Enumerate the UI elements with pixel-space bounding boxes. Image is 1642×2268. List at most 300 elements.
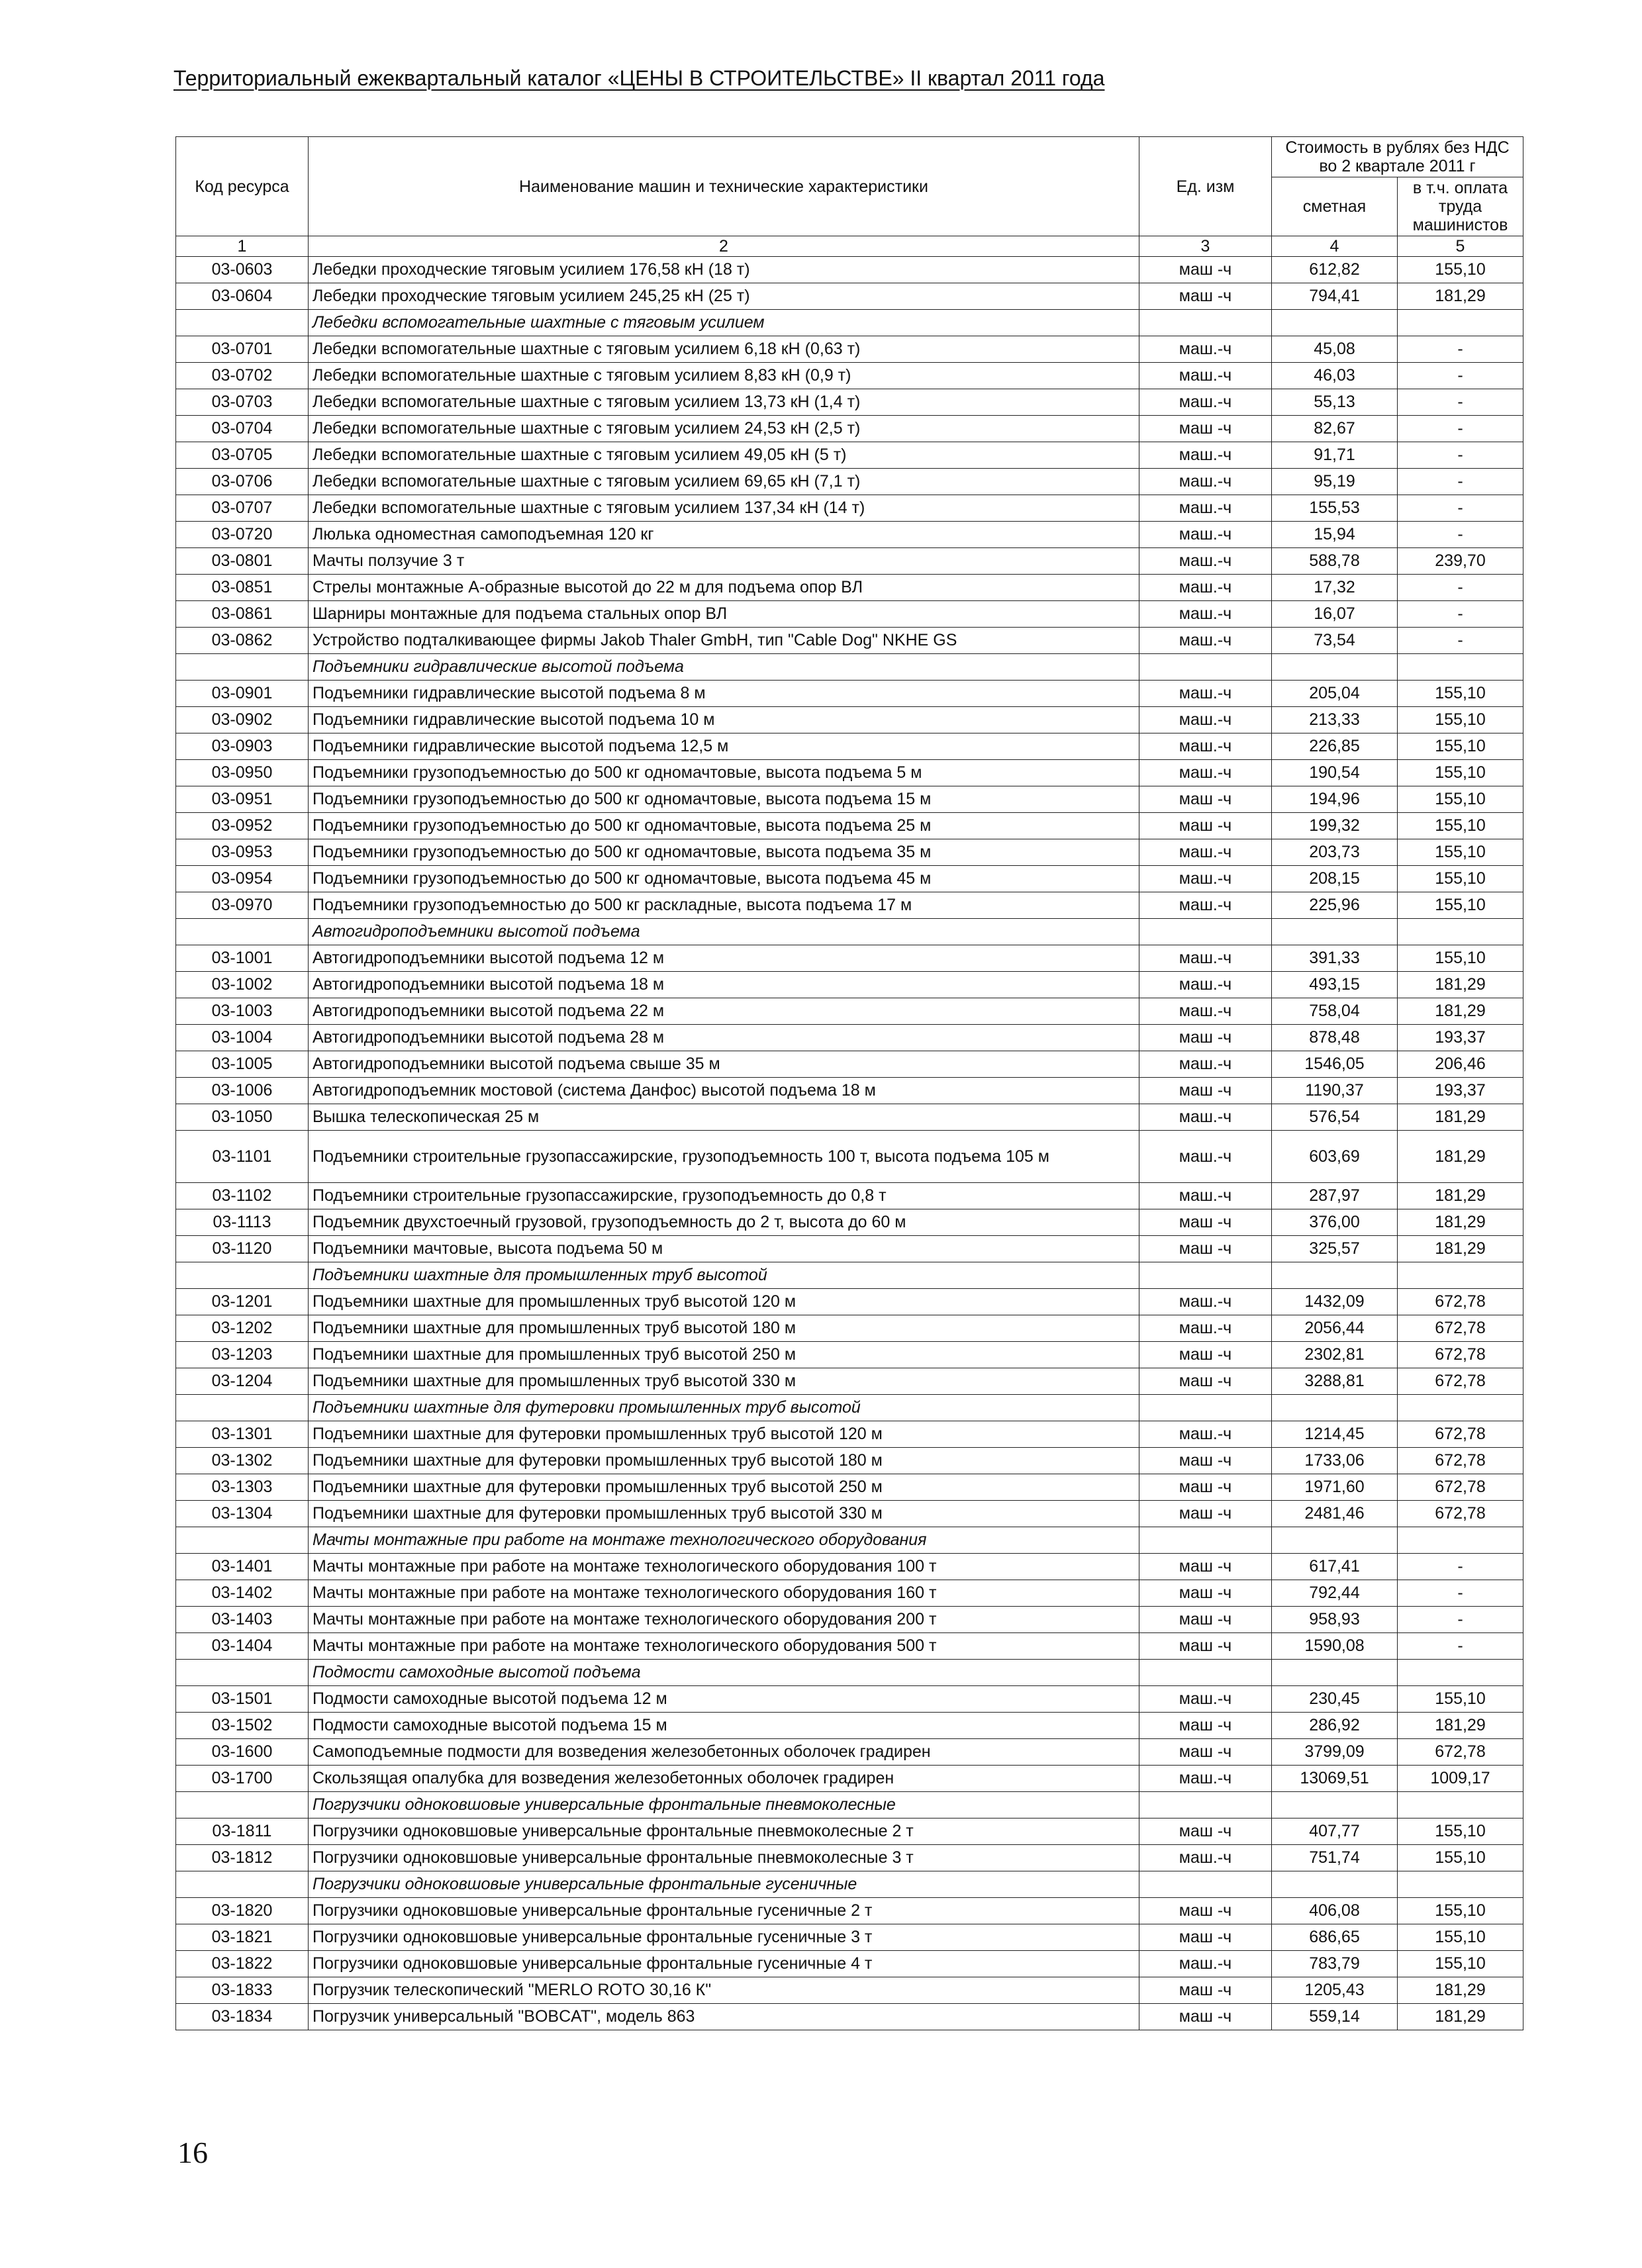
operator-wage-cell: 155,10 — [1398, 733, 1523, 760]
estimate-cost-cell: 612,82 — [1272, 257, 1398, 283]
estimate-cost-cell: 406,08 — [1272, 1898, 1398, 1924]
unit-cell: маш.-ч — [1139, 575, 1272, 601]
table-row — [176, 1474, 1523, 1501]
operator-wage-cell: - — [1398, 1607, 1523, 1633]
machine-name-cell: Подъемники шахтные для футеровки промышленных труб высотой 180 м — [309, 1448, 1139, 1474]
machine-name-cell: Погрузчики одноковшовые универсальные фронтальные гусеничные 4 т — [309, 1951, 1139, 1977]
operator-wage-cell: - — [1398, 1580, 1523, 1607]
resource-code-cell: 03-1833 — [176, 1977, 309, 2004]
table-row — [176, 1131, 1523, 1183]
operator-wage-cell: 672,78 — [1398, 1315, 1523, 1342]
section-row — [176, 919, 1523, 945]
resource-code-cell: 03-1204 — [176, 1368, 309, 1395]
machine-name-cell: Подъемники строительные грузопассажирские, грузоподъемность 100 т, высота подъема 105 м — [309, 1131, 1139, 1183]
unit-cell: маш.-ч — [1139, 469, 1272, 495]
table-row — [176, 866, 1523, 892]
resource-code-cell: 03-1822 — [176, 1951, 309, 1977]
estimate-cost-cell: 46,03 — [1272, 363, 1398, 389]
machine-name-cell: Лебедки вспомогательные шахтные с тяговым усилием 69,65 кН (7,1 т) — [309, 469, 1139, 495]
machine-name-cell: Погрузчик универсальный "BOBCAT", модель 863 — [309, 2004, 1139, 2030]
machine-name-cell: Подъемники грузоподъемностью до 500 кг одномачтовые, высота подъема 35 м — [309, 839, 1139, 866]
estimate-cost-cell: 783,79 — [1272, 1951, 1398, 1977]
unit-cell: маш -ч — [1139, 1025, 1272, 1051]
resource-code-cell: 03-0706 — [176, 469, 309, 495]
machine-name-cell: Автогидроподъемник мостовой (система Данфос) высотой подъема 18 м — [309, 1078, 1139, 1104]
unit-cell: маш.-ч — [1139, 1845, 1272, 1871]
table-row — [176, 892, 1523, 919]
estimate-cost-cell: 588,78 — [1272, 548, 1398, 575]
table-row — [176, 1368, 1523, 1395]
unit-cell: маш -ч — [1139, 257, 1272, 283]
estimate-cost-cell — [1272, 1262, 1398, 1289]
table-row — [176, 1819, 1523, 1845]
estimate-cost-cell: 190,54 — [1272, 760, 1398, 786]
machine-name-cell: Подъемники гидравлические высотой подъема — [309, 654, 1139, 681]
table-row — [176, 442, 1523, 469]
estimate-cost-cell: 16,07 — [1272, 601, 1398, 628]
resource-code-cell — [176, 1660, 309, 1686]
resource-code-cell: 03-0707 — [176, 495, 309, 522]
table-row — [176, 548, 1523, 575]
resource-code-cell: 03-0903 — [176, 733, 309, 760]
resource-code-cell: 03-1101 — [176, 1131, 309, 1183]
estimate-cost-cell: 1432,09 — [1272, 1289, 1398, 1315]
operator-wage-cell: - — [1398, 522, 1523, 548]
operator-wage-cell: 181,29 — [1398, 998, 1523, 1025]
resource-code-cell: 03-1003 — [176, 998, 309, 1025]
machine-name-cell: Автогидроподъемники высотой подъема 22 м — [309, 998, 1139, 1025]
unit-cell: маш -ч — [1139, 1209, 1272, 1236]
resource-code-cell: 03-1002 — [176, 972, 309, 998]
estimate-cost-cell: 15,94 — [1272, 522, 1398, 548]
table-row — [176, 1342, 1523, 1368]
resource-code-cell: 03-1301 — [176, 1421, 309, 1448]
operator-wage-cell: - — [1398, 1633, 1523, 1660]
operator-wage-cell: 181,29 — [1398, 1183, 1523, 1209]
table-row — [176, 1078, 1523, 1104]
estimate-cost-cell: 230,45 — [1272, 1686, 1398, 1713]
table-row — [176, 1448, 1523, 1474]
table-row — [176, 1289, 1523, 1315]
unit-cell — [1139, 1871, 1272, 1898]
operator-wage-cell: 1009,17 — [1398, 1766, 1523, 1792]
machine-name-cell: Самоподъемные подмости для возведения железобетонных оболочек градирен — [309, 1739, 1139, 1766]
unit-cell: маш.-ч — [1139, 522, 1272, 548]
operator-wage-cell — [1398, 1262, 1523, 1289]
unit-cell: маш -ч — [1139, 1633, 1272, 1660]
column-number: 4 — [1272, 236, 1398, 257]
estimate-cost-cell: 208,15 — [1272, 866, 1398, 892]
resource-code-cell: 03-1006 — [176, 1078, 309, 1104]
unit-cell — [1139, 1527, 1272, 1554]
estimate-cost-cell: 155,53 — [1272, 495, 1398, 522]
estimate-cost-cell: 559,14 — [1272, 2004, 1398, 2030]
machine-name-cell: Скользящая опалубка для возведения железобетонных оболочек градирен — [309, 1766, 1139, 1792]
header-code: Код ресурса — [176, 137, 309, 236]
section-row — [176, 1262, 1523, 1289]
operator-wage-cell: 672,78 — [1398, 1421, 1523, 1448]
operator-wage-cell: 155,10 — [1398, 1951, 1523, 1977]
resource-code-cell: 03-1403 — [176, 1607, 309, 1633]
resource-code-cell: 03-0704 — [176, 416, 309, 442]
unit-cell: маш -ч — [1139, 1819, 1272, 1845]
unit-cell — [1139, 310, 1272, 336]
resource-code-cell — [176, 1871, 309, 1898]
estimate-cost-cell — [1272, 1660, 1398, 1686]
machine-name-cell: Мачты монтажные при работе на монтаже технологического оборудования — [309, 1527, 1139, 1554]
machine-name-cell: Автогидроподъемники высотой подъема — [309, 919, 1139, 945]
unit-cell — [1139, 1660, 1272, 1686]
operator-wage-cell: - — [1398, 416, 1523, 442]
estimate-cost-cell: 13069,51 — [1272, 1766, 1398, 1792]
table-row — [176, 1633, 1523, 1660]
machine-name-cell: Подъемники гидравлические высотой подъема 10 м — [309, 707, 1139, 733]
operator-wage-cell: 672,78 — [1398, 1289, 1523, 1315]
estimate-cost-cell: 199,32 — [1272, 813, 1398, 839]
column-number: 1 — [176, 236, 309, 257]
operator-wage-cell: - — [1398, 336, 1523, 363]
operator-wage-cell: 155,10 — [1398, 760, 1523, 786]
estimate-cost-cell: 2056,44 — [1272, 1315, 1398, 1342]
operator-wage-cell: 155,10 — [1398, 707, 1523, 733]
page-number: 16 — [177, 2136, 208, 2169]
table-row — [176, 1025, 1523, 1051]
section-row — [176, 310, 1523, 336]
estimate-cost-cell: 95,19 — [1272, 469, 1398, 495]
operator-wage-cell — [1398, 1871, 1523, 1898]
table-row — [176, 1209, 1523, 1236]
machine-name-cell: Подъемники шахтные для промышленных труб высотой 120 м — [309, 1289, 1139, 1315]
resource-code-cell: 03-1821 — [176, 1924, 309, 1951]
machine-name-cell: Погрузчик телескопический "MERLO ROTO 30,16 К" — [309, 1977, 1139, 2004]
estimate-cost-cell: 958,93 — [1272, 1607, 1398, 1633]
unit-cell: маш -ч — [1139, 1474, 1272, 1501]
table-row — [176, 1315, 1523, 1342]
estimate-cost-cell: 758,04 — [1272, 998, 1398, 1025]
resource-code-cell: 03-0953 — [176, 839, 309, 866]
operator-wage-cell: 193,37 — [1398, 1025, 1523, 1051]
unit-cell: маш.-ч — [1139, 1183, 1272, 1209]
unit-cell: маш -ч — [1139, 786, 1272, 813]
resource-code-cell: 03-1303 — [176, 1474, 309, 1501]
estimate-cost-cell: 686,65 — [1272, 1924, 1398, 1951]
unit-cell: маш -ч — [1139, 1924, 1272, 1951]
operator-wage-cell — [1398, 1660, 1523, 1686]
unit-cell: маш.-ч — [1139, 839, 1272, 866]
unit-cell: маш.-ч — [1139, 1951, 1272, 1977]
machine-name-cell: Лебедки вспомогательные шахтные с тяговым усилием 13,73 кН (1,4 т) — [309, 389, 1139, 416]
resource-code-cell — [176, 310, 309, 336]
table-row — [176, 813, 1523, 839]
operator-wage-cell — [1398, 654, 1523, 681]
machine-name-cell: Подъемники шахтные для футеровки промышленных труб высотой 330 м — [309, 1501, 1139, 1527]
machine-name-cell: Подъемники шахтные для промышленных труб высотой 180 м — [309, 1315, 1139, 1342]
column-number: 5 — [1398, 236, 1523, 257]
table-row — [176, 786, 1523, 813]
resource-code-cell: 03-1001 — [176, 945, 309, 972]
estimate-cost-cell: 1971,60 — [1272, 1474, 1398, 1501]
unit-cell: маш.-ч — [1139, 1051, 1272, 1078]
estimate-cost-cell: 203,73 — [1272, 839, 1398, 866]
table-row — [176, 1898, 1523, 1924]
machine-name-cell: Подъемники шахтные для футеровки промышленных труб высотой 250 м — [309, 1474, 1139, 1501]
unit-cell: маш -ч — [1139, 1607, 1272, 1633]
operator-wage-cell: - — [1398, 495, 1523, 522]
machine-name-cell: Подъемники шахтные для футеровки промышленных труб высотой 120 м — [309, 1421, 1139, 1448]
machine-name-cell: Подъемники грузоподъемностью до 500 кг одномачтовые, высота подъема 5 м — [309, 760, 1139, 786]
table-row — [176, 575, 1523, 601]
unit-cell: маш -ч — [1139, 1898, 1272, 1924]
resource-code-cell: 03-0902 — [176, 707, 309, 733]
table-row — [176, 363, 1523, 389]
resource-code-cell: 03-1005 — [176, 1051, 309, 1078]
operator-wage-cell: 155,10 — [1398, 1898, 1523, 1924]
machine-name-cell: Подъемники грузоподъемностью до 500 кг раскладные, высота подъема 17 м — [309, 892, 1139, 919]
estimate-cost-cell — [1272, 1871, 1398, 1898]
resource-code-cell: 03-0950 — [176, 760, 309, 786]
unit-cell — [1139, 654, 1272, 681]
unit-cell: маш.-ч — [1139, 1421, 1272, 1448]
machine-name-cell: Подмости самоходные высотой подъема 15 м — [309, 1713, 1139, 1739]
table-row — [176, 628, 1523, 654]
operator-wage-cell: 181,29 — [1398, 1131, 1523, 1183]
unit-cell: маш.-ч — [1139, 945, 1272, 972]
operator-wage-cell: 155,10 — [1398, 786, 1523, 813]
unit-cell: маш -ч — [1139, 813, 1272, 839]
table-row — [176, 707, 1523, 733]
estimate-cost-cell — [1272, 654, 1398, 681]
table-body — [176, 257, 1523, 2030]
estimate-cost-cell — [1272, 310, 1398, 336]
unit-cell: маш -ч — [1139, 283, 1272, 310]
operator-wage-cell: - — [1398, 389, 1523, 416]
table-row — [176, 1580, 1523, 1607]
table-row — [176, 733, 1523, 760]
resource-code-cell: 03-0851 — [176, 575, 309, 601]
operator-wage-cell: 181,29 — [1398, 2004, 1523, 2030]
machine-name-cell: Подъемники шахтные для промышленных труб высотой 250 м — [309, 1342, 1139, 1368]
operator-wage-cell: 155,10 — [1398, 839, 1523, 866]
unit-cell — [1139, 1395, 1272, 1421]
resource-code-cell: 03-1201 — [176, 1289, 309, 1315]
machine-name-cell: Подъемник двухстоечный грузовой, грузоподъемность до 2 т, высота до 60 м — [309, 1209, 1139, 1236]
unit-cell: маш.-ч — [1139, 1289, 1272, 1315]
machine-name-cell: Вышка телескопическая 25 м — [309, 1104, 1139, 1131]
unit-cell: маш -ч — [1139, 1501, 1272, 1527]
estimate-cost-cell: 407,77 — [1272, 1819, 1398, 1845]
unit-cell: маш -ч — [1139, 1977, 1272, 2004]
estimate-cost-cell: 2302,81 — [1272, 1342, 1398, 1368]
machine-name-cell: Мачты ползучие 3 т — [309, 548, 1139, 575]
estimate-cost-cell: 17,32 — [1272, 575, 1398, 601]
operator-wage-cell: 155,10 — [1398, 681, 1523, 707]
table-row — [176, 1951, 1523, 1977]
machine-name-cell: Шарниры монтажные для подъема стальных опор ВЛ — [309, 601, 1139, 628]
unit-cell: маш.-ч — [1139, 760, 1272, 786]
section-row — [176, 1527, 1523, 1554]
operator-wage-cell — [1398, 1395, 1523, 1421]
operator-wage-cell: 181,29 — [1398, 1713, 1523, 1739]
unit-cell: маш -ч — [1139, 1078, 1272, 1104]
machine-name-cell: Подъемники гидравлические высотой подъема 8 м — [309, 681, 1139, 707]
table-row — [176, 945, 1523, 972]
machine-name-cell: Подъемники грузоподъемностью до 500 кг одномачтовые, высота подъема 15 м — [309, 786, 1139, 813]
unit-cell — [1139, 1792, 1272, 1819]
operator-wage-cell: 181,29 — [1398, 1209, 1523, 1236]
machine-name-cell: Лебедки проходческие тяговым усилием 176,58 кН (18 т) — [309, 257, 1139, 283]
operator-wage-cell — [1398, 1527, 1523, 1554]
column-number-row — [176, 236, 1523, 257]
estimate-cost-cell: 376,00 — [1272, 1209, 1398, 1236]
estimate-cost-cell: 225,96 — [1272, 892, 1398, 919]
machine-name-cell: Подъемники грузоподъемностью до 500 кг одномачтовые, высота подъема 25 м — [309, 813, 1139, 839]
operator-wage-cell: 155,10 — [1398, 866, 1523, 892]
resource-code-cell — [176, 1395, 309, 1421]
estimate-cost-cell: 1546,05 — [1272, 1051, 1398, 1078]
resource-code-cell: 03-0861 — [176, 601, 309, 628]
machine-name-cell: Лебедки вспомогательные шахтные с тяговым усилием 49,05 кН (5 т) — [309, 442, 1139, 469]
resource-code-cell: 03-1102 — [176, 1183, 309, 1209]
estimate-cost-cell: 45,08 — [1272, 336, 1398, 363]
estimate-cost-cell: 751,74 — [1272, 1845, 1398, 1871]
resource-code-cell: 03-0801 — [176, 548, 309, 575]
table-row — [176, 1554, 1523, 1580]
machine-name-cell: Стрелы монтажные А-образные высотой до 22 м для подъема опор ВЛ — [309, 575, 1139, 601]
machine-name-cell: Подъемники грузоподъемностью до 500 кг одномачтовые, высота подъема 45 м — [309, 866, 1139, 892]
unit-cell: маш.-ч — [1139, 972, 1272, 998]
machine-name-cell: Лебедки проходческие тяговым усилием 245,25 кН (25 т) — [309, 283, 1139, 310]
resource-code-cell: 03-1812 — [176, 1845, 309, 1871]
resource-code-cell: 03-1302 — [176, 1448, 309, 1474]
operator-wage-cell: 155,10 — [1398, 257, 1523, 283]
machine-name-cell: Автогидроподъемники высотой подъема свыше 35 м — [309, 1051, 1139, 1078]
estimate-cost-cell: 792,44 — [1272, 1580, 1398, 1607]
estimate-cost-cell: 205,04 — [1272, 681, 1398, 707]
machine-name-cell: Подъемники мачтовые, высота подъема 50 м — [309, 1236, 1139, 1262]
table-row — [176, 522, 1523, 548]
resource-code-cell: 03-0954 — [176, 866, 309, 892]
machine-name-cell: Подъемники строительные грузопассажирские, грузоподъемность до 0,8 т — [309, 1183, 1139, 1209]
machine-name-cell: Погрузчики одноковшовые универсальные фронтальные пневмоколесные 3 т — [309, 1845, 1139, 1871]
resource-code-cell: 03-1700 — [176, 1766, 309, 1792]
resource-code-cell: 03-0701 — [176, 336, 309, 363]
estimate-cost-cell — [1272, 919, 1398, 945]
machine-name-cell: Лебедки вспомогательные шахтные с тяговым усилием 137,34 кН (14 т) — [309, 495, 1139, 522]
estimate-cost-cell: 213,33 — [1272, 707, 1398, 733]
estimate-cost-cell: 603,69 — [1272, 1131, 1398, 1183]
resource-code-cell: 03-1404 — [176, 1633, 309, 1660]
resource-code-cell: 03-0952 — [176, 813, 309, 839]
machine-name-cell: Погрузчики одноковшовые универсальные фронтальные гусеничные — [309, 1871, 1139, 1898]
table-row — [176, 601, 1523, 628]
operator-wage-cell: 155,10 — [1398, 892, 1523, 919]
unit-cell — [1139, 1262, 1272, 1289]
estimate-cost-cell: 82,67 — [1272, 416, 1398, 442]
operator-wage-cell: 206,46 — [1398, 1051, 1523, 1078]
estimate-cost-cell: 1190,37 — [1272, 1078, 1398, 1104]
operator-wage-cell: 193,37 — [1398, 1078, 1523, 1104]
machine-name-cell: Подъемники гидравлические высотой подъема 12,5 м — [309, 733, 1139, 760]
resource-code-cell: 03-1811 — [176, 1819, 309, 1845]
unit-cell: маш -ч — [1139, 1448, 1272, 1474]
resource-code-cell: 03-1202 — [176, 1315, 309, 1342]
operator-wage-cell: - — [1398, 575, 1523, 601]
unit-cell: маш.-ч — [1139, 681, 1272, 707]
table-row — [176, 469, 1523, 495]
operator-wage-cell: 155,10 — [1398, 1845, 1523, 1871]
operator-wage-cell: 155,10 — [1398, 813, 1523, 839]
operator-wage-cell — [1398, 919, 1523, 945]
resource-code-cell: 03-0604 — [176, 283, 309, 310]
operator-wage-cell: - — [1398, 469, 1523, 495]
unit-cell: маш.-ч — [1139, 892, 1272, 919]
resource-code-cell: 03-0703 — [176, 389, 309, 416]
resource-code-cell: 03-1402 — [176, 1580, 309, 1607]
table-row — [176, 495, 1523, 522]
section-row — [176, 1792, 1523, 1819]
unit-cell: маш.-ч — [1139, 442, 1272, 469]
table-row — [176, 257, 1523, 283]
header-cost-group: Стоимость в рублях без НДС во 2 квартале 2011 г — [1272, 137, 1523, 177]
section-row — [176, 654, 1523, 681]
resource-code-cell: 03-1050 — [176, 1104, 309, 1131]
table-row — [176, 283, 1523, 310]
table-row — [176, 336, 1523, 363]
machine-name-cell: Погрузчики одноковшовые универсальные фронтальные пневмоколесные 2 т — [309, 1819, 1139, 1845]
table-row — [176, 389, 1523, 416]
estimate-cost-cell: 3799,09 — [1272, 1739, 1398, 1766]
unit-cell: маш.-ч — [1139, 363, 1272, 389]
estimate-cost-cell: 878,48 — [1272, 1025, 1398, 1051]
unit-cell — [1139, 919, 1272, 945]
machine-name-cell: Мачты монтажные при работе на монтаже технологического оборудования 100 т — [309, 1554, 1139, 1580]
operator-wage-cell: 155,10 — [1398, 1686, 1523, 1713]
unit-cell: маш.-ч — [1139, 1104, 1272, 1131]
header-labor: в т.ч. оплата труда машинистов — [1398, 177, 1523, 236]
machine-name-cell: Лебедки вспомогательные шахтные с тяговым усилием 24,53 кН (2,5 т) — [309, 416, 1139, 442]
table-row — [176, 1421, 1523, 1448]
table-row — [176, 839, 1523, 866]
operator-wage-cell: 155,10 — [1398, 1924, 1523, 1951]
estimate-cost-cell: 391,33 — [1272, 945, 1398, 972]
unit-cell: маш.-ч — [1139, 389, 1272, 416]
unit-cell: маш.-ч — [1139, 1315, 1272, 1342]
table-row — [176, 1924, 1523, 1951]
unit-cell: маш.-ч — [1139, 495, 1272, 522]
operator-wage-cell: - — [1398, 442, 1523, 469]
resource-code-cell: 03-1502 — [176, 1713, 309, 1739]
resource-code-cell — [176, 919, 309, 945]
estimate-cost-cell: 287,97 — [1272, 1183, 1398, 1209]
unit-cell: маш -ч — [1139, 1368, 1272, 1395]
operator-wage-cell: 181,29 — [1398, 972, 1523, 998]
page-title: Территориальный ежеквартальный каталог «ЦЕНЫ В СТРОИТЕЛЬСТВЕ» II квартал 2011 года — [173, 66, 1105, 90]
unit-cell: маш.-ч — [1139, 866, 1272, 892]
estimate-cost-cell — [1272, 1395, 1398, 1421]
table-row — [176, 681, 1523, 707]
machine-name-cell: Подъемники шахтные для промышленных труб высотой — [309, 1262, 1139, 1289]
machine-name-cell: Погрузчики одноковшовые универсальные фронтальные гусеничные 3 т — [309, 1924, 1139, 1951]
resource-code-cell: 03-1304 — [176, 1501, 309, 1527]
operator-wage-cell: 672,78 — [1398, 1448, 1523, 1474]
unit-cell: маш.-ч — [1139, 733, 1272, 760]
header-estimate: сметная — [1272, 177, 1398, 236]
resource-code-cell: 03-0702 — [176, 363, 309, 389]
unit-cell: маш -ч — [1139, 1342, 1272, 1368]
table-row — [176, 1183, 1523, 1209]
resource-code-cell: 03-1120 — [176, 1236, 309, 1262]
resource-code-cell: 03-0951 — [176, 786, 309, 813]
